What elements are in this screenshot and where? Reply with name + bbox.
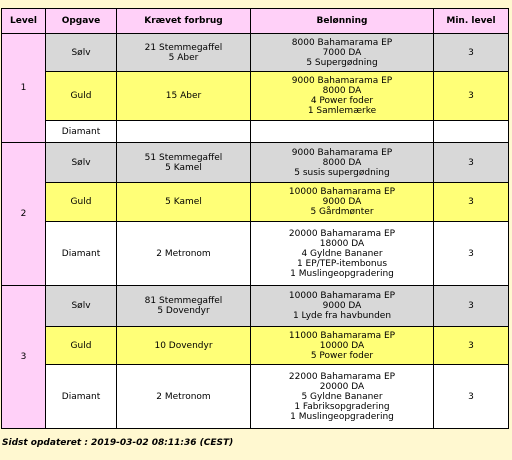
min-level-cell: 3: [434, 183, 509, 222]
table-row: [2, 121, 509, 143]
task-cell: Guld: [46, 327, 117, 365]
header-min-level: Min. level: [434, 9, 509, 34]
task-cell: Sølv: [46, 143, 117, 183]
required-cell: 81 Stemmegaffel 5 Dovendyr: [117, 286, 251, 327]
task-cell: Diamant: [46, 222, 117, 286]
min-level-cell: [434, 121, 509, 143]
level-cell: 2: [2, 143, 46, 286]
reward-cell: [251, 121, 434, 143]
header-required: Krævet forbrug: [117, 9, 251, 34]
reward-cell: 9000 Bahamarama EP 8000 DA 4 Power foder 1 Samlemærke: [251, 72, 434, 121]
table-row: [2, 286, 509, 327]
table-row: [2, 222, 509, 286]
header-reward: Belønning: [251, 9, 434, 34]
table-row: [2, 72, 509, 121]
min-level-cell: 3: [434, 286, 509, 327]
task-cell: Sølv: [46, 34, 117, 72]
task-cell: Diamant: [46, 365, 117, 429]
table-row: [2, 143, 509, 183]
required-cell: 2 Metronom: [117, 222, 251, 286]
table-row: [2, 327, 509, 365]
reward-cell: 9000 Bahamarama EP 8000 DA 5 susis supergødning: [251, 143, 434, 183]
level-cell: 3: [2, 286, 46, 429]
min-level-cell: 3: [434, 365, 509, 429]
table-row: [2, 183, 509, 222]
task-cell: Sølv: [46, 286, 117, 327]
table-row: [2, 365, 509, 429]
required-cell: 5 Kamel: [117, 183, 251, 222]
required-cell: 15 Aber: [117, 72, 251, 121]
required-cell: 21 Stemmegaffel 5 Aber: [117, 34, 251, 72]
reward-cell: 10000 Bahamarama EP 9000 DA 1 Lyde fra havbunden: [251, 286, 434, 327]
required-cell: 10 Dovendyr: [117, 327, 251, 365]
min-level-cell: 3: [434, 72, 509, 121]
min-level-cell: 3: [434, 34, 509, 72]
level-cell: 1: [2, 34, 46, 143]
min-level-cell: 3: [434, 222, 509, 286]
min-level-cell: 3: [434, 327, 509, 365]
task-cell: Diamant: [46, 121, 117, 143]
reward-cell: 10000 Bahamarama EP 9000 DA 5 Gårdmønter: [251, 183, 434, 222]
required-cell: 51 Stemmegaffel 5 Kamel: [117, 143, 251, 183]
table-row: [2, 34, 509, 72]
rewards-table: [1, 8, 509, 429]
reward-cell: 20000 Bahamarama EP 18000 DA 4 Gyldne Bananer 1 EP/TEP-itembonus 1 Muslingeopgradering: [251, 222, 434, 286]
last-updated-text: Sidst opdateret : 2019-03-02 08:11:36 (CEST): [2, 438, 234, 448]
min-level-cell: 3: [434, 143, 509, 183]
header-level: Level: [2, 9, 46, 34]
required-cell: [117, 121, 251, 143]
reward-cell: 11000 Bahamarama EP 10000 DA 5 Power foder: [251, 327, 434, 365]
task-cell: Guld: [46, 183, 117, 222]
task-cell: Guld: [46, 72, 117, 121]
table-header-row: [2, 9, 509, 34]
reward-cell: 8000 Bahamarama EP 7000 DA 5 Supergødning: [251, 34, 434, 72]
reward-cell: 22000 Bahamarama EP 20000 DA 5 Gyldne Bananer 1 Fabriksopgradering 1 Muslingeopgradering: [251, 365, 434, 429]
header-task: Opgave: [46, 9, 117, 34]
required-cell: 2 Metronom: [117, 365, 251, 429]
